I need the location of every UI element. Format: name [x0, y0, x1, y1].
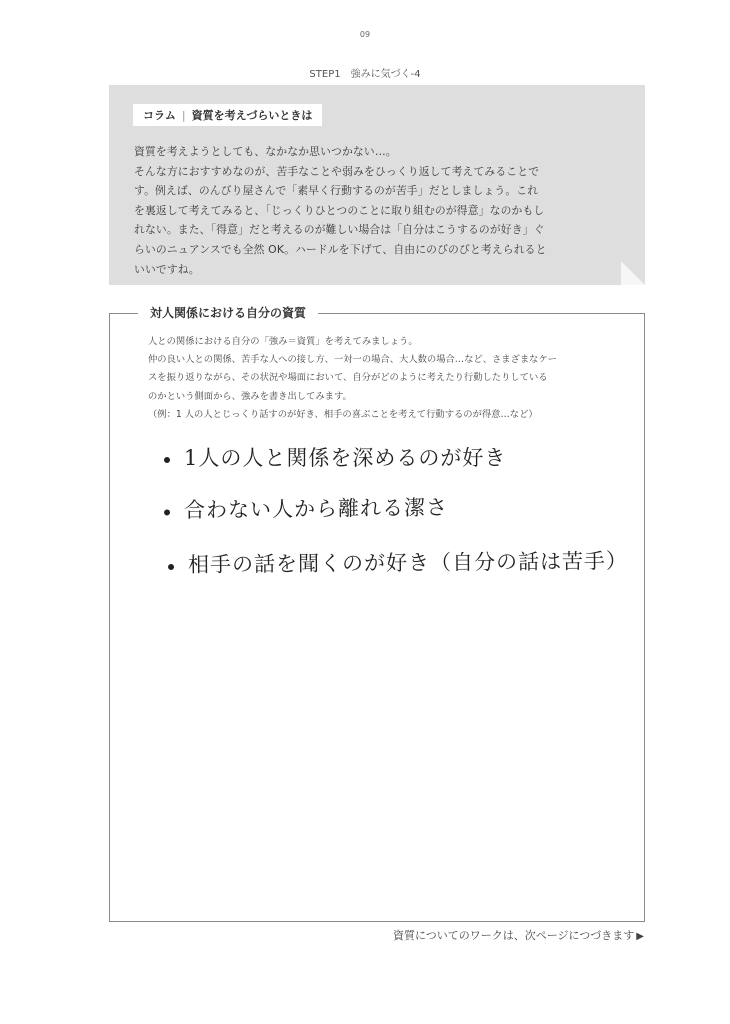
bullet-dot	[164, 457, 170, 463]
triangle-right-icon: ▶	[636, 931, 644, 942]
work-intro-line: スを振り返りながら、その状況や場面において、自分がどのように考えたり行動したりしている	[148, 372, 548, 384]
column-body	[134, 142, 628, 279]
column-line: いいですね。	[134, 262, 200, 276]
column-label-title: 資質を考えづらいときは	[191, 109, 313, 122]
handwritten-answer-text: 合わない人から離れる潔さ	[183, 495, 449, 523]
column-label	[133, 104, 322, 126]
handwritten-answer	[164, 442, 506, 472]
handwritten-answer-text: 相手の話を聞くのが好き（自分の話は苦手）	[187, 548, 629, 577]
work-title: 対人関係における自分の資質	[138, 304, 318, 321]
work-intro	[148, 333, 618, 424]
column-line: 資質を考えようとしても、なかなか思いつかない…。	[134, 145, 397, 158]
continue-note	[393, 927, 644, 943]
work-intro-line: （例：1 人の人とじっくり話すのが好き、相手の喜ぶことを考えて行動するのが得意…など）	[148, 408, 538, 420]
handwritten-answer	[168, 545, 628, 579]
bullet-dot	[168, 563, 174, 569]
column-line: す。例えば、のんびり屋さんで「素早く行動するのが苦手」だとしましょう。これ	[134, 184, 539, 198]
handwritten-answer-text: 1人の人と関係を深めるのが好き	[184, 446, 507, 470]
page-fold-corner	[621, 261, 645, 285]
column-line: そんな方におすすめなのが、苦手なことや弱みをひっくり返して考えてみることで	[134, 164, 540, 178]
column-label-separator: |	[181, 109, 186, 122]
column-line: れない。また、「得意」だと考えるのが難しい場合は「自分はこうするのが好き」ぐ	[134, 223, 545, 237]
step-header: STEP1 強みに気づく-4	[309, 69, 421, 80]
handwritten-answer	[164, 492, 448, 525]
column-line: らいのニュアンスでも全然 OK。ハードルを下げて、自由にのびのびと考えられると	[134, 242, 547, 256]
continue-note-text: 資質についてのワークは、次ページにつづきます	[392, 929, 635, 942]
bullet-dot	[164, 509, 170, 515]
column-label-prefix: コラム	[143, 109, 176, 122]
work-intro-line: 仲の良い人との関係、苦手な人への接し方、一対一の場合、大人数の場合…など、さまざまなケー	[148, 354, 558, 366]
work-intro-line: のかという側面から、強みを書き出してみます。	[148, 390, 352, 402]
column-box	[109, 85, 645, 285]
work-intro-line: 人との関係における自分の「強み＝資質」を考えてみましょう。	[148, 336, 418, 347]
column-line: を裏返して考えてみると、「じっくりひとつのことに取り組むのが得意」なのかもし	[134, 203, 545, 217]
page-number: 09	[359, 30, 371, 39]
